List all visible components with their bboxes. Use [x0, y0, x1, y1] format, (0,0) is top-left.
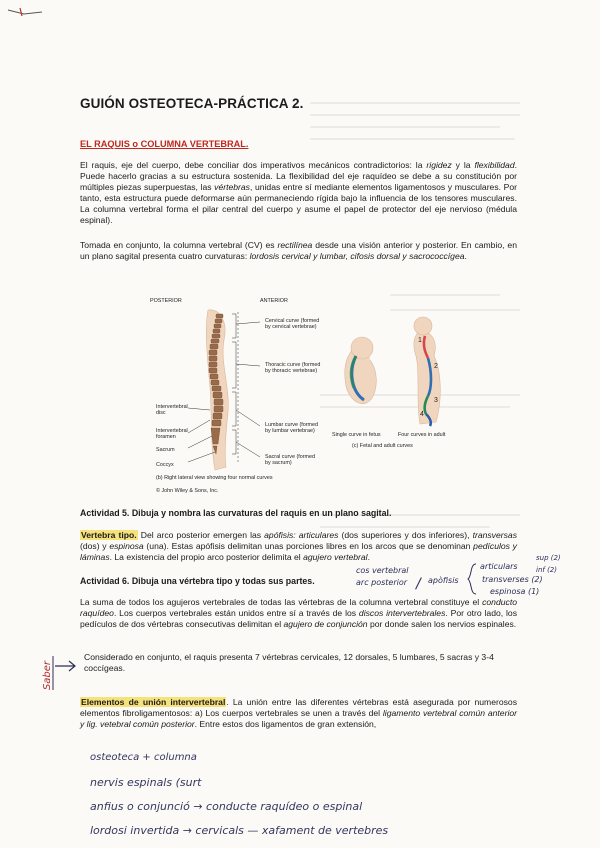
label-posterior: POSTERIOR — [150, 298, 182, 304]
section-heading: EL RAQUIS o COLUMNA VERTEBRAL. — [80, 139, 249, 149]
highlight-elementos-union: Elementos de unión intervertebral — [81, 697, 226, 707]
hand-arc-posterior: arc posterior — [356, 578, 408, 587]
activity-5: Actividad 5. Dibuja y nombra las curvaturas del raquis en un plano sagital. — [80, 508, 392, 518]
label-num-2: 2 — [434, 363, 438, 370]
label-cervical-curve: Cervical curve (formed by cervical vertebrae) — [265, 318, 320, 331]
label-adult: Four curves in adult — [398, 432, 446, 438]
hand-espinosa: espinosa (1) — [490, 587, 540, 596]
label-sacral-curve: Sacral curve (formed by sacrum) — [265, 454, 316, 467]
text: La suma de todos los agujeros vertebrales de todas las vértebras de la columna vertebral constituye el — [80, 597, 483, 607]
hand-line-3: anfius o conjunció → conducte raquídeo o espinal — [90, 800, 363, 813]
hand-slash: / — [416, 576, 421, 592]
label-intervertebral-disc: Intervertebral disc — [156, 404, 188, 417]
text: . — [367, 552, 370, 562]
term-vertebras: vértebras — [214, 182, 250, 192]
label-thoracic-curve: Thoracic curve (formed by thoracic vertebrae) — [265, 362, 321, 375]
caption-b: (b) Right lateral view showing four normal curves — [156, 475, 273, 481]
arrow-icon — [51, 654, 81, 694]
hand-apofisis: apòfisis — [428, 576, 459, 585]
activity-6: Actividad 6. Dibuja una vértebra tipo y todas sus partes. — [80, 576, 315, 586]
label-fetus: Single curve in fetus — [332, 432, 381, 438]
text: Del arco posterior emergen las — [137, 530, 265, 540]
term-agujero-vertebral: agujero vertebral — [303, 552, 368, 562]
hand-transverses: transverses (2) — [482, 575, 543, 584]
saber-margin-note — [37, 650, 77, 710]
label-lumbar-curve: Lumbar curve (formed by lumbar vertebrae) — [265, 422, 319, 435]
paragraph-conteo-vertebras: Considerado en conjunto, el raquis presenta 7 vértebras cervicales, 12 dorsales, 5 lumbares, 5 sacras y 3-4 coccígeas. — [84, 652, 494, 673]
spine-curves-figure — [120, 292, 520, 504]
term-curvaturas: lordosis cervical y lumbar, cifosis dorsal y sacrococcígea — [249, 251, 465, 261]
text: . Por otro lado, los pedículos de dos vértebras consecutivas delimitan el — [80, 608, 517, 629]
paragraph-raquis-intro — [80, 160, 517, 226]
hand-line-2: nervis espinals (surt — [90, 776, 202, 789]
term-apofisis: apófisis: articulares — [264, 530, 339, 540]
text: . Entre estos dos ligamentos de gran extensión, — [194, 719, 377, 729]
hand-sup: sup (2) — [536, 554, 561, 562]
term-rectilinea: rectilínea — [277, 240, 313, 250]
term-ligamento-vertebral: ligamento vertebral común anterior y lig. vetebral común posterior — [80, 708, 517, 729]
label-intervertebral-foramen: Intervertebral foramen — [156, 428, 188, 441]
hand-articulars: articulars — [480, 562, 518, 571]
hand-line-4: lordosi invertida → cervicals — xafament de vertebres — [90, 824, 389, 837]
pen-mark-icon — [6, 4, 46, 18]
term-pediculos: pedículos y láminas — [80, 541, 517, 562]
text: . — [464, 251, 467, 261]
paragraph-conducto-raquideo — [80, 597, 517, 630]
text: por donde salen los nervios espinales. — [367, 619, 517, 629]
text: desde una visión anterior y posterior. En cambio, en un plano sagital presenta cuatro curvaturas: — [80, 240, 517, 261]
term-espinosa: espinosa — [109, 541, 144, 551]
page-title: GUIÓN OSTEOTECA-PRÁCTICA 2. — [80, 96, 304, 111]
text: (dos superiores y dos inferiores), — [338, 530, 473, 540]
term-transversas: transversas — [472, 530, 517, 540]
term-conducto-raquideo: conducto raquídeo — [80, 597, 517, 618]
hand-cos-vertebral: cos vertebral — [356, 566, 409, 575]
term-flexibilidad: flexibilidad — [474, 160, 515, 170]
term-rigidez: rigidez — [426, 160, 452, 170]
highlight-vertebra-tipo: Vertebra tipo. — [81, 530, 137, 540]
label-num-1: 1 — [418, 337, 422, 344]
hand-line-1: osteoteca + columna — [90, 752, 197, 763]
label-anterior: ANTERIOR — [260, 298, 288, 304]
label-coccyx: Coccyx — [156, 462, 174, 468]
term-agujero-conjuncion: agujero de conjunción — [283, 619, 368, 629]
hand-inf: inf (2) — [536, 566, 557, 574]
text: (dos) y — [80, 541, 110, 551]
paragraph-elementos-union — [80, 697, 517, 730]
caption-c: (c) Fetal and adult curves — [352, 443, 413, 449]
text: . La existencia del propio arco posterior delimita el — [109, 552, 304, 562]
paragraph-vertebra-tipo — [80, 530, 517, 563]
paragraph-curvaturas — [80, 240, 517, 262]
text: , unidas entre sí mediante elementos ligamentosos y musculares. Por tanto, esta estructura puede deformarse aún permaneciendo rígida bajo la influencia de los tensores musculares. La columna vertebral forma el pilar central del cuerpo y asume el papel de protector del eje nervioso (médula espinal). — [80, 182, 517, 225]
term-discos: discos intervertebrales — [358, 608, 446, 618]
text: Tomada en conjunto, la columna vertebral (CV) es — [80, 240, 278, 250]
text: . La unión entre las diferentes vértebras está asegurada por numerosos elementos fibroligamentosos: a) Los cuerpos vertebrales se unen a través del — [80, 697, 518, 718]
label-num-3: 3 — [434, 397, 438, 404]
text: . Puede hacerlo gracias a su estructura sostenida. La flexibilidad del eje raquídeo se debe a su constitución por múltiples piezas superpuestas, las — [80, 160, 517, 192]
spine-illustration — [120, 292, 520, 504]
text: El raquis, eje del cuerpo, debe conciliar dos imperativos mecánicos contradictorios: la — [80, 160, 427, 170]
copyright: © John Wiley & Sons, Inc. — [156, 488, 219, 494]
brace-icon — [466, 562, 478, 596]
label-num-4: 4 — [420, 411, 424, 418]
text: . Los cuerpos vertebrales están unidos entre sí a través de los — [113, 608, 359, 618]
label-sacrum: Sacrum — [156, 447, 175, 453]
hand-saber: Saber — [42, 660, 54, 691]
text: (una). Estas apófisis delimitan unas porciones libres en los arcos que se denominan — [143, 541, 474, 551]
text: y la — [451, 160, 475, 170]
